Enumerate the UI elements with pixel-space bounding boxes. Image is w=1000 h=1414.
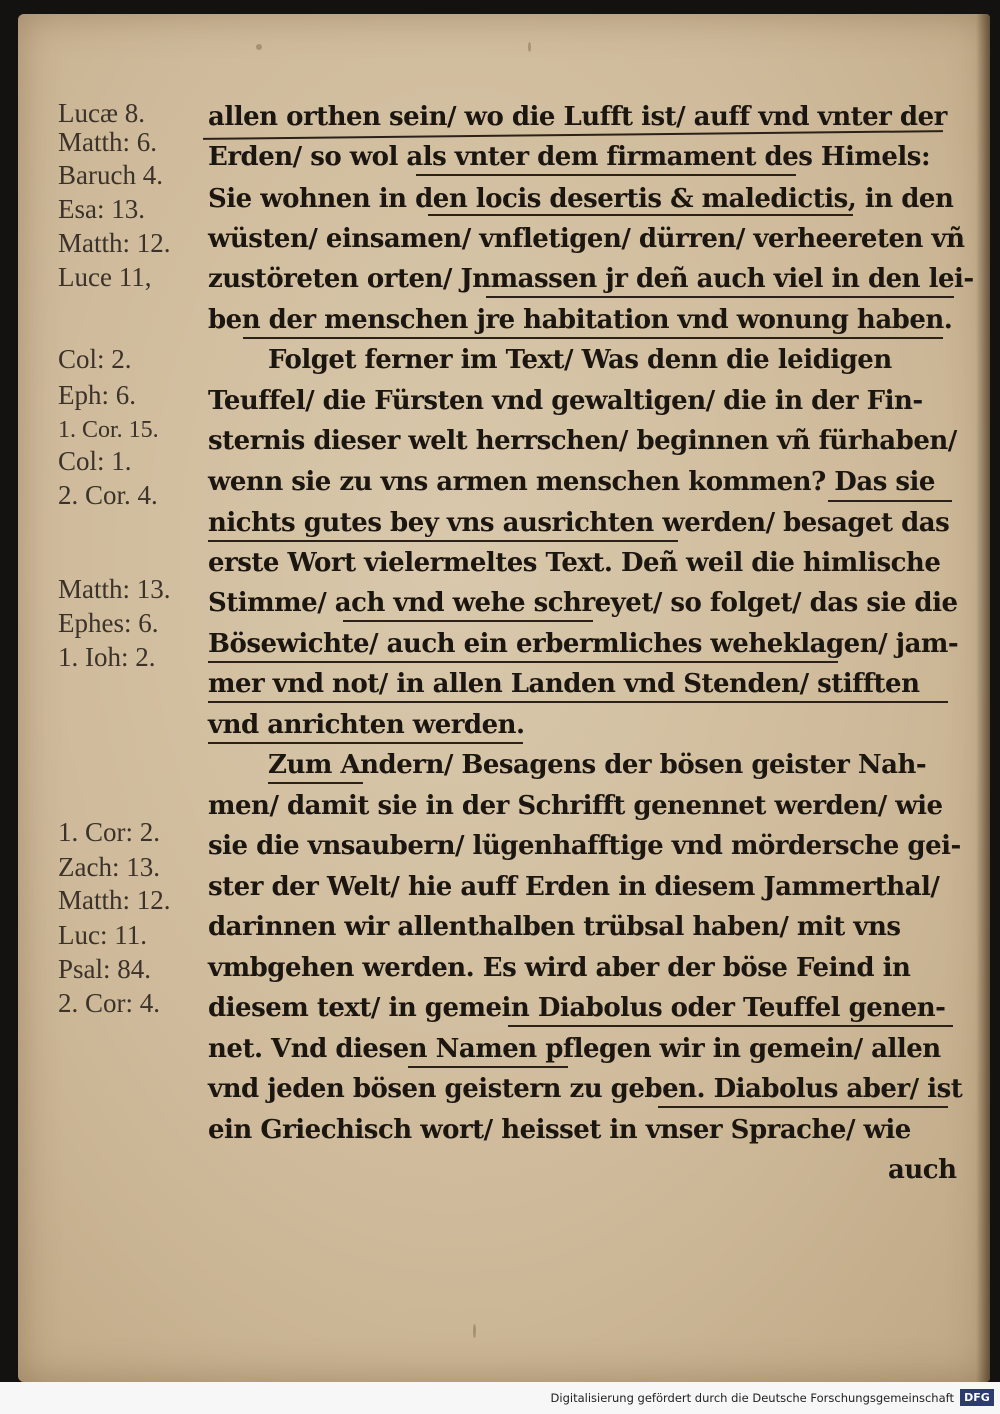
text-line: sternis dieser welt herrschen/ beginnen vñ fürhaben/ bbox=[208, 426, 957, 456]
paper-speck bbox=[473, 1324, 476, 1338]
margin-reference: Eph: 6. bbox=[58, 380, 136, 410]
margin-reference: Col: 1. bbox=[58, 446, 132, 476]
margin-reference: Zach: 13. bbox=[58, 852, 160, 882]
text-line: men/ damit sie in der Schrifft genennet werden/ wie bbox=[208, 791, 943, 821]
margin-reference: 1. Ioh: 2. bbox=[58, 642, 156, 672]
handwritten-underline bbox=[343, 620, 593, 622]
handwritten-underline bbox=[416, 174, 796, 176]
text-line: net. Vnd diesen Namen pflegen wir in gemein/ allen bbox=[208, 1034, 941, 1064]
text-line: ein Griechisch wort/ heisset in vnser Sprache/ wie bbox=[208, 1115, 911, 1145]
handwritten-underline bbox=[408, 1066, 568, 1068]
text-line: allen orthen sein/ wo die Lufft ist/ auff vnd vnter der bbox=[208, 102, 947, 132]
margin-reference: Matth: 13. bbox=[58, 574, 171, 604]
handwritten-underline bbox=[658, 1106, 948, 1108]
page-edge-shadow bbox=[976, 14, 990, 1382]
text-line: Erden/ so wol als vnter dem firmament des Himels: bbox=[208, 142, 931, 172]
text-line: wenn sie zu vns armen menschen kommen? Das sie bbox=[208, 467, 935, 497]
margin-reference: Luce 11, bbox=[58, 262, 152, 292]
paper-speck bbox=[256, 44, 262, 50]
handwritten-underline bbox=[508, 1025, 953, 1027]
handwritten-underline bbox=[208, 701, 948, 703]
text-line: Stimme/ ach vnd wehe schreyet/ so folget/ das sie die bbox=[208, 588, 958, 618]
text-line: Folget ferner im Text/ Was denn die leidigen bbox=[268, 345, 892, 375]
handwritten-underline bbox=[243, 337, 943, 339]
text-line: Bösewichte/ auch ein erbermliches weheklagen/ jam- bbox=[208, 629, 959, 659]
book-page bbox=[18, 14, 990, 1382]
handwritten-underline bbox=[208, 742, 523, 744]
paper-speck bbox=[528, 42, 531, 52]
margin-reference: 1. Cor. 15. bbox=[58, 417, 159, 443]
text-line: nichts gutes bey vns ausrichten werden/ besaget das bbox=[208, 508, 950, 538]
handwritten-underline bbox=[486, 296, 954, 298]
text-line: vnd jeden bösen geistern zu geben. Diabolus aber/ ist bbox=[208, 1074, 963, 1104]
margin-reference: Matth: 6. bbox=[58, 127, 157, 157]
text-line: vnd anrichten werden. bbox=[208, 710, 525, 740]
text-line: erste Wort vielermeltes Text. Deñ weil die himlische bbox=[208, 548, 941, 578]
handwritten-underline bbox=[208, 540, 678, 542]
margin-reference: Col: 2. bbox=[58, 344, 132, 374]
text-line: Zum Andern/ Besagens der bösen geister Nah- bbox=[268, 750, 927, 780]
margin-reference: 1. Cor: 2. bbox=[58, 817, 161, 847]
margin-reference: Matth: 12. bbox=[58, 228, 171, 258]
text-line: vmbgehen werden. Es wird aber der böse Feind in bbox=[208, 953, 911, 983]
margin-reference: Baruch 4. bbox=[58, 160, 163, 190]
margin-reference: 2. Cor. 4. bbox=[58, 480, 158, 510]
dfg-logo: DFG bbox=[960, 1389, 994, 1406]
text-line: sie die vnsaubern/ lügenhafftige vnd mördersche gei- bbox=[208, 831, 961, 861]
handwritten-underline bbox=[828, 500, 952, 502]
margin-reference: Esa: 13. bbox=[58, 194, 145, 224]
margin-reference: 2. Cor: 4. bbox=[58, 988, 161, 1018]
text-line: diesem text/ in gemein Diabolus oder Teuffel genen- bbox=[208, 993, 946, 1023]
margin-reference: Ephes: 6. bbox=[58, 608, 159, 638]
margin-reference: Psal: 84. bbox=[58, 954, 152, 984]
text-line: wüsten/ einsamen/ vnfletigen/ dürren/ verheereten vñ bbox=[208, 224, 965, 254]
handwritten-underline bbox=[208, 661, 838, 663]
text-line: Teuffel/ die Fürsten vnd gewaltigen/ die in der Fin- bbox=[208, 386, 923, 416]
margin-reference: Luc: 11. bbox=[58, 920, 147, 950]
funding-credit: Digitalisierung gefördert durch die Deutsche Forschungsgemeinschaft bbox=[550, 1391, 954, 1405]
text-line: ben der menschen jre habitation vnd wonung haben. bbox=[208, 305, 953, 335]
text-line: mer vnd not/ in allen Landen vnd Stenden/ stifften bbox=[208, 669, 920, 699]
margin-reference: Lucæ 8. bbox=[58, 98, 145, 128]
text-line: Sie wohnen in den locis desertis & maledictis, in den bbox=[208, 184, 954, 214]
text-line: zustöreten orten/ Jnmassen jr deñ auch viel in den lei- bbox=[208, 264, 974, 294]
catchword: auch bbox=[888, 1155, 957, 1185]
footer-bar bbox=[0, 1382, 1000, 1414]
handwritten-underline bbox=[268, 782, 363, 784]
text-line: ster der Welt/ hie auff Erden in diesem Jammerthal/ bbox=[208, 872, 940, 902]
margin-reference: Matth: 12. bbox=[58, 885, 171, 915]
handwritten-underline bbox=[428, 214, 853, 216]
text-line: darinnen wir allenthalben trübsal haben/ mit vns bbox=[208, 912, 901, 942]
